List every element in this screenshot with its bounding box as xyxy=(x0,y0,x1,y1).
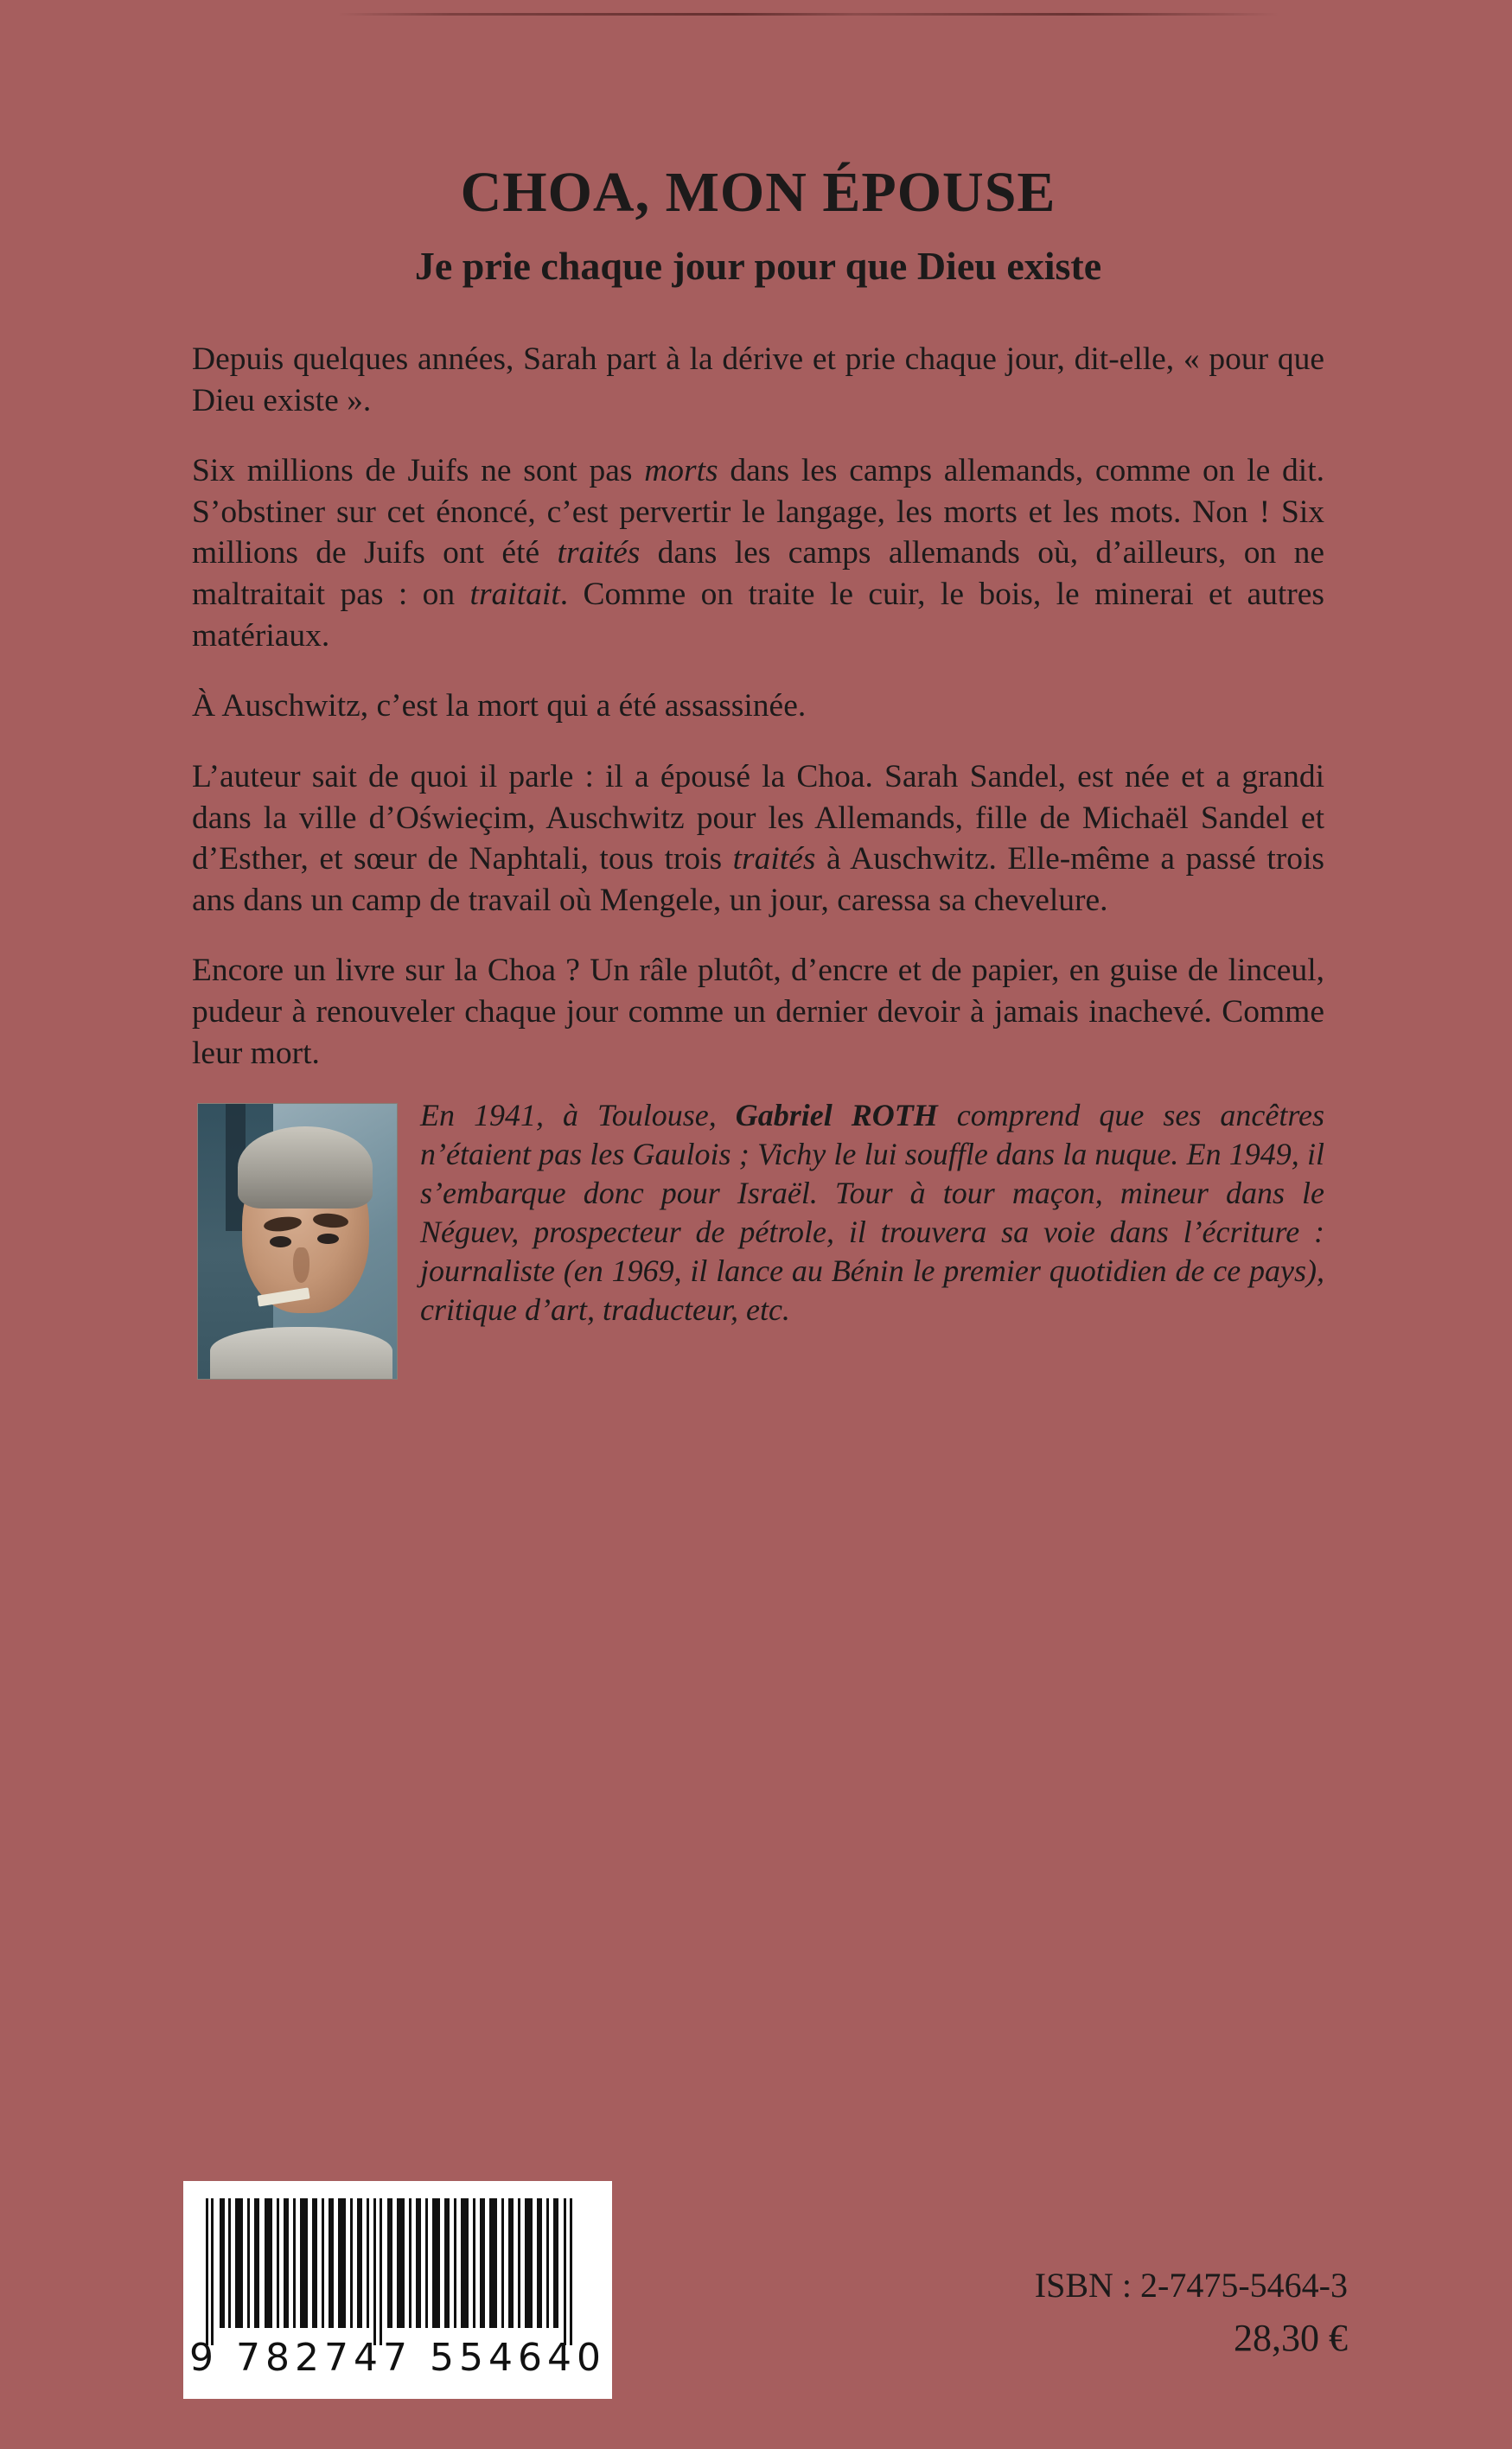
blurb-paragraph-4 xyxy=(192,756,1324,922)
barcode xyxy=(183,2181,612,2399)
photo-eye-left xyxy=(270,1236,291,1247)
author-name: Gabriel ROTH xyxy=(735,1098,938,1133)
photo-hair xyxy=(238,1126,373,1209)
isbn-text: ISBN : 2-7475-5464-3 xyxy=(1034,2266,1348,2306)
blurb-p2-italic-traitait: traitait xyxy=(469,577,560,613)
price-text: 28,30 € xyxy=(1234,2317,1348,2360)
barcode-bars-icon xyxy=(206,2198,590,2345)
page-subtitle: Je prie chaque jour pour que Dieu existe xyxy=(414,244,1102,289)
blurb-paragraph-1: Depuis quelques années, Sarah part à la dérive et prie chaque jour, dit-elle, « pour que Dieu existe ». xyxy=(192,341,1324,418)
blurb-p4-italic-traites: traités xyxy=(732,841,816,877)
blurb-p4-part-b: à Auschwitz. Elle-même a passé trois ans dans un camp de travail où Mengele, un jour, caressa sa chevelure. xyxy=(192,841,1325,918)
photo-nose xyxy=(293,1247,309,1283)
cover-footer xyxy=(0,2086,1512,2449)
blurb-p2-part-b: dans les camps allemands, comme on le dit. S’obstiner sur cet énoncé, c’est pervertir le langage, les morts et les mots. Non ! Six millions de Juifs ont été xyxy=(192,453,1325,571)
blurb-paragraph-5: Encore un livre sur la Choa ? Un râle plutôt, d’encre et de papier, en guise de linceul, pudeur à renouveler chaque jour comme un dernier devoir à jamais inachevé. Comme leur mort. xyxy=(192,953,1324,1071)
photo-shirt xyxy=(210,1327,393,1379)
author-bio-part-b: comprend que ses ancêtres n’étaient pas les Gaulois ; Vichy le lui souffle dans la nuque. En 1949, il s’embarque donc pour Israël. Tour à tour maçon, mineur dans le Néguev, prospecteur de pétrole, il trouvera sa voie dans l’écriture : journaliste (en 1969, il lance au Bénin le premier quotidien de ce pays), critique d’art, traducteur, etc. xyxy=(420,1098,1324,1328)
cover-content xyxy=(192,0,1324,1385)
blurb-text xyxy=(192,289,1324,1074)
author-bio-part-a: En 1941, à Toulouse, xyxy=(420,1098,736,1133)
blurb-p4-part-a: L’auteur sait de quoi il parle : il a épousé la Choa. Sarah Sandel, est née et a grandi dans la ville d’Oświeçim, Auschwitz pour les Allemands, fille de Michaël Sandel et d’Esther, et sœur de Naphtali, tous trois xyxy=(192,758,1324,877)
page-title: CHOA, MON ÉPOUSE xyxy=(460,161,1056,224)
blurb-p2-italic-morts: morts xyxy=(644,453,718,489)
blurb-p2-part-d: . Comme on traite le cuir, le bois, le minerai et autres matériaux. xyxy=(192,577,1324,654)
isbn-price-block xyxy=(1035,2261,1348,2366)
blurb-p2-part-a: Six millions de Juifs ne sont pas xyxy=(192,453,645,489)
author-block xyxy=(192,1074,1324,1385)
blurb-p2-part-c: dans les camps allemands où, d’ailleurs, on ne maltraitait pas : on xyxy=(192,535,1324,613)
blurb-paragraph-2 xyxy=(192,450,1324,656)
barcode-number: 9 782747 554640 xyxy=(189,2336,606,2380)
blurb-p2-italic-traites: traités xyxy=(557,535,641,571)
blurb-paragraph-3: À Auschwitz, c’est la mort qui a été assassinée. xyxy=(192,688,807,724)
author-portrait-photo xyxy=(197,1103,398,1380)
